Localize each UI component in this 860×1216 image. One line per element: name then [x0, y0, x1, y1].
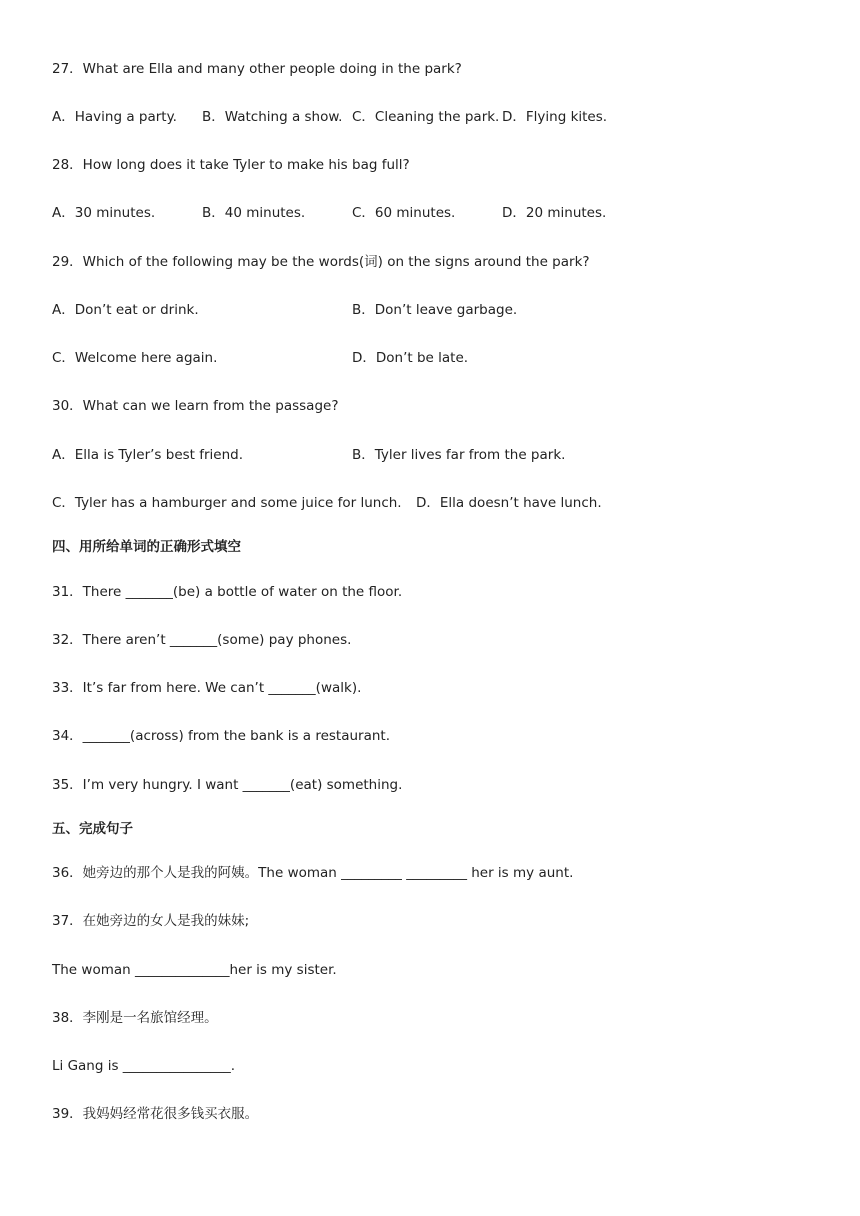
question-28-option-d: D．20 minutes. [502, 205, 607, 221]
question-33: 33．It’s far from here. We can’t _______(walk). [52, 680, 362, 696]
question-30-option-d: D．Ella doesn’t have lunch. [416, 495, 602, 511]
question-34: 34．_______(across) from the bank is a restaurant. [52, 728, 391, 744]
question-27-stem: 27．What are Ella and many other people doing in the park? [52, 61, 462, 77]
question-29-option-c: C．Welcome here again. [52, 350, 218, 366]
question-30-option-c: C．Tyler has a hamburger and some juice for lunch. [52, 495, 402, 511]
question-35: 35．I’m very hungry. I want _______(eat) something. [52, 777, 403, 793]
question-30-stem: 30．What can we learn from the passage? [52, 398, 339, 414]
question-37-sentence: The woman ______________her is my sister. [52, 962, 337, 978]
question-28-option-b: B．40 minutes. [202, 205, 306, 221]
question-32: 32．There aren’t _______(some) pay phones. [52, 632, 352, 648]
question-29-option-d: D．Don’t be late. [352, 350, 469, 366]
question-27-option-c: C．Cleaning the park. [352, 109, 500, 125]
question-27-option-d: D．Flying kites. [502, 109, 608, 125]
question-27-option-b: B．Watching a show. [202, 109, 343, 125]
section-4-heading: 四、用所给单词的正确形式填空 [52, 539, 241, 555]
question-28-stem: 28．How long does it take Tyler to make his bag full? [52, 157, 410, 173]
question-38-sentence: Li Gang is ________________. [52, 1058, 236, 1074]
question-31: 31．There _______(be) a bottle of water on the floor. [52, 584, 403, 600]
section-5-heading: 五、完成句子 [52, 821, 133, 837]
question-38-prompt: 38．李刚是一名旅馆经理。 [52, 1010, 218, 1026]
question-29-option-b: B．Don’t leave garbage. [352, 302, 518, 318]
question-30-option-a: A．Ella is Tyler’s best friend. [52, 447, 244, 463]
question-30-option-b: B．Tyler lives far from the park. [352, 447, 566, 463]
question-36: 36．她旁边的那个人是我的阿姨。The woman _________ _________ her is my aunt. [52, 865, 574, 881]
question-27-option-a: A．Having a party. [52, 109, 177, 125]
question-37-prompt: 37．在她旁边的女人是我的妹妹; [52, 913, 250, 929]
question-28-option-c: C．60 minutes. [352, 205, 456, 221]
question-28-option-a: A．30 minutes. [52, 205, 156, 221]
question-29-option-a: A．Don’t eat or drink. [52, 302, 199, 318]
question-39-prompt: 39．我妈妈经常花很多钱买衣服。 [52, 1106, 259, 1122]
question-29-stem: 29．Which of the following may be the words(词) on the signs around the park? [52, 254, 590, 270]
